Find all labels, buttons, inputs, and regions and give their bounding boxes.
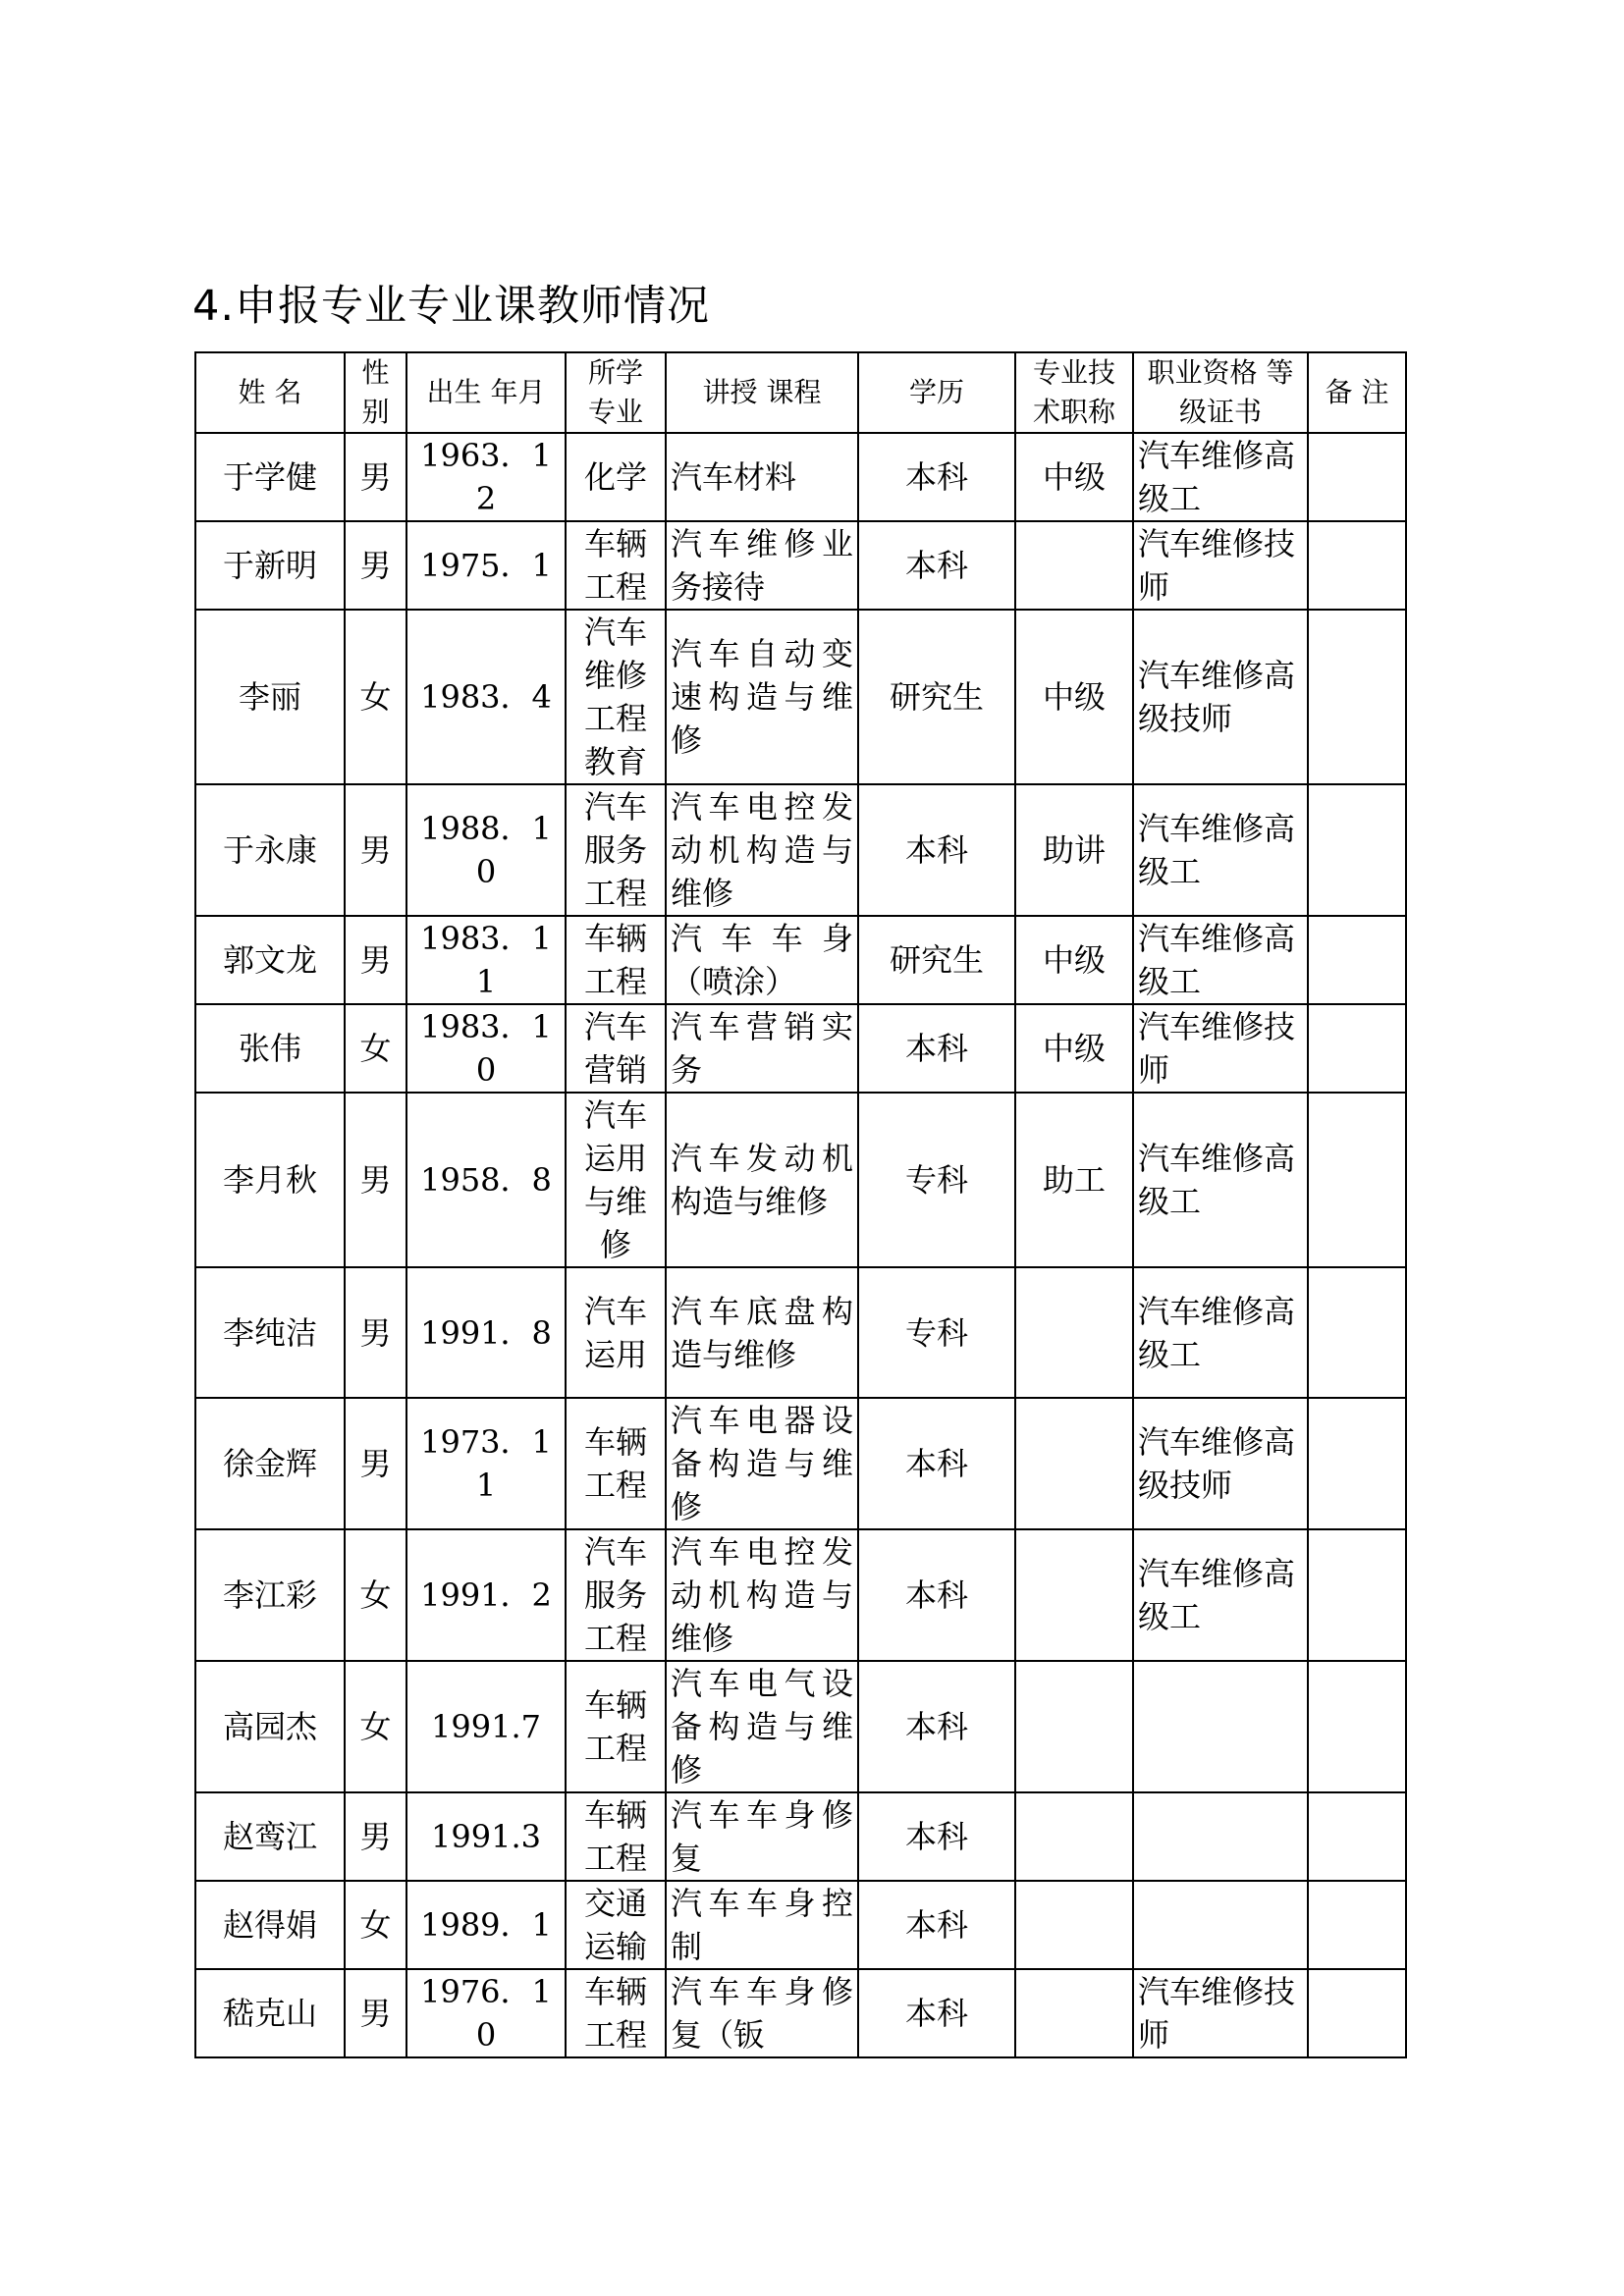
- cell-certificate: 汽车维修高级工: [1133, 1267, 1308, 1398]
- cell-birth: 1958．8: [406, 1093, 566, 1267]
- cell-major: 化学: [566, 433, 666, 521]
- table-row: [195, 610, 1406, 784]
- cell-certificate: [1133, 1881, 1308, 1969]
- cell-remark: [1308, 1792, 1406, 1881]
- cell-title: 中级: [1015, 1004, 1133, 1093]
- cell-course: 汽车车身修复: [666, 1792, 858, 1881]
- cell-name: 嵇克山: [195, 1969, 345, 2057]
- cell-name: 李纯洁: [195, 1267, 345, 1398]
- cell-title: 助讲: [1015, 784, 1133, 916]
- cell-remark: [1308, 1398, 1406, 1529]
- cell-remark: [1308, 1529, 1406, 1661]
- header-education: 学历: [858, 352, 1015, 433]
- cell-certificate: 汽车维修高级技师: [1133, 1398, 1308, 1529]
- cell-gender: 男: [345, 521, 406, 610]
- table-row: [195, 1792, 1406, 1881]
- cell-remark: [1308, 1969, 1406, 2057]
- cell-birth: 1983．10: [406, 1004, 566, 1093]
- header-remark: 备 注: [1308, 352, 1406, 433]
- cell-title: 中级: [1015, 610, 1133, 784]
- cell-major: 车辆工程: [566, 521, 666, 610]
- cell-name: 郭文龙: [195, 916, 345, 1004]
- table-row: [195, 1267, 1406, 1398]
- cell-certificate: [1133, 1792, 1308, 1881]
- section-title: 4.申报专业专业课教师情况: [192, 282, 711, 331]
- cell-certificate: 汽车维修技师: [1133, 521, 1308, 610]
- cell-name: 李丽: [195, 610, 345, 784]
- cell-education: 本科: [858, 1398, 1015, 1529]
- cell-certificate: 汽车维修技师: [1133, 1004, 1308, 1093]
- cell-name: 赵鸾江: [195, 1792, 345, 1881]
- cell-name: 于新明: [195, 521, 345, 610]
- cell-education: 本科: [858, 784, 1015, 916]
- cell-remark: [1308, 916, 1406, 1004]
- cell-title: [1015, 1969, 1133, 2057]
- table-row: [195, 433, 1406, 521]
- table-row: [195, 521, 1406, 610]
- cell-course: 汽车自动变速构造与维修: [666, 610, 858, 784]
- cell-birth: 1963．12: [406, 433, 566, 521]
- cell-remark: [1308, 1004, 1406, 1093]
- cell-birth: 1983．4: [406, 610, 566, 784]
- cell-certificate: 汽车维修高级工: [1133, 784, 1308, 916]
- cell-education: 本科: [858, 1661, 1015, 1792]
- cell-remark: [1308, 1661, 1406, 1792]
- cell-education: 本科: [858, 1792, 1015, 1881]
- cell-remark: [1308, 610, 1406, 784]
- table-row: [195, 784, 1406, 916]
- cell-title: 中级: [1015, 433, 1133, 521]
- cell-birth: 1989．1: [406, 1881, 566, 1969]
- cell-major: 汽车运用: [566, 1267, 666, 1398]
- cell-education: 专科: [858, 1267, 1015, 1398]
- cell-birth: 1991．2: [406, 1529, 566, 1661]
- cell-education: 本科: [858, 433, 1015, 521]
- table-row: [195, 1093, 1406, 1267]
- cell-birth: 1973．11: [406, 1398, 566, 1529]
- cell-education: 研究生: [858, 610, 1015, 784]
- cell-course: 汽车电器设备构造与维修: [666, 1398, 858, 1529]
- cell-course: 汽车营销实务: [666, 1004, 858, 1093]
- cell-course: 汽车底盘构造与维修: [666, 1267, 858, 1398]
- cell-major: 车辆工程: [566, 1661, 666, 1792]
- cell-gender: 男: [345, 433, 406, 521]
- table-row: [195, 1004, 1406, 1093]
- cell-name: 徐金辉: [195, 1398, 345, 1529]
- cell-major: 车辆工程: [566, 1398, 666, 1529]
- cell-certificate: 汽车维修高级工: [1133, 1529, 1308, 1661]
- cell-gender: 女: [345, 1529, 406, 1661]
- cell-title: [1015, 521, 1133, 610]
- header-major: 所学 专业: [566, 352, 666, 433]
- cell-major: 汽车服务工程: [566, 784, 666, 916]
- table-row: [195, 1881, 1406, 1969]
- header-course: 讲授 课程: [666, 352, 858, 433]
- cell-gender: 男: [345, 1267, 406, 1398]
- table-body: [195, 433, 1406, 2057]
- cell-title: [1015, 1529, 1133, 1661]
- cell-birth: 1975．1: [406, 521, 566, 610]
- cell-gender: 男: [345, 1792, 406, 1881]
- header-name: 姓 名: [195, 352, 345, 433]
- cell-course: 汽车车身修复（钣: [666, 1969, 858, 2057]
- cell-course: 汽车电气设备构造与维修: [666, 1661, 858, 1792]
- cell-title: [1015, 1267, 1133, 1398]
- cell-name: 李江彩: [195, 1529, 345, 1661]
- cell-title: [1015, 1881, 1133, 1969]
- table-header-row: [195, 352, 1406, 433]
- cell-education: 本科: [858, 1969, 1015, 2057]
- cell-course: 汽车发动机构造与维修: [666, 1093, 858, 1267]
- cell-major: 汽车运用与维修: [566, 1093, 666, 1267]
- cell-remark: [1308, 521, 1406, 610]
- header-title: 专业技 术职称: [1015, 352, 1133, 433]
- cell-remark: [1308, 1093, 1406, 1267]
- cell-birth: 1991.7: [406, 1661, 566, 1792]
- cell-birth: 1988．10: [406, 784, 566, 916]
- cell-gender: 女: [345, 1881, 406, 1969]
- cell-course: 汽车电控发动机构造与维修: [666, 1529, 858, 1661]
- cell-remark: [1308, 1881, 1406, 1969]
- table-row: [195, 1398, 1406, 1529]
- cell-birth: 1991．8: [406, 1267, 566, 1398]
- cell-course: 汽车材料: [666, 433, 858, 521]
- cell-gender: 男: [345, 1969, 406, 2057]
- cell-major: 汽车服务工程: [566, 1529, 666, 1661]
- cell-education: 本科: [858, 1881, 1015, 1969]
- cell-title: 助工: [1015, 1093, 1133, 1267]
- cell-gender: 女: [345, 1004, 406, 1093]
- cell-name: 高园杰: [195, 1661, 345, 1792]
- cell-course: 汽车车身（喷涂）: [666, 916, 858, 1004]
- cell-major: 汽车维修工程教育: [566, 610, 666, 784]
- cell-birth: 1976．10: [406, 1969, 566, 2057]
- cell-major: 车辆工程: [566, 916, 666, 1004]
- cell-education: 本科: [858, 1004, 1015, 1093]
- teacher-table: [194, 351, 1407, 2058]
- cell-name: 张伟: [195, 1004, 345, 1093]
- cell-name: 于学健: [195, 433, 345, 521]
- cell-gender: 男: [345, 1093, 406, 1267]
- cell-remark: [1308, 433, 1406, 521]
- cell-major: 车辆工程: [566, 1792, 666, 1881]
- cell-certificate: 汽车维修高级技师: [1133, 610, 1308, 784]
- cell-title: [1015, 1792, 1133, 1881]
- table-row: [195, 916, 1406, 1004]
- header-birth: 出生 年月: [406, 352, 566, 433]
- cell-gender: 女: [345, 610, 406, 784]
- cell-course: 汽车维修业务接待: [666, 521, 858, 610]
- header-certificate: 职业资格 等级证书: [1133, 352, 1308, 433]
- cell-title: [1015, 1661, 1133, 1792]
- cell-course: 汽车车身控制: [666, 1881, 858, 1969]
- table-row: [195, 1969, 1406, 2057]
- cell-education: 本科: [858, 521, 1015, 610]
- cell-certificate: 汽车维修高级工: [1133, 1093, 1308, 1267]
- cell-name: 李月秋: [195, 1093, 345, 1267]
- cell-certificate: 汽车维修高级工: [1133, 433, 1308, 521]
- cell-major: 车辆工程: [566, 1969, 666, 2057]
- cell-title: [1015, 1398, 1133, 1529]
- cell-remark: [1308, 784, 1406, 916]
- cell-course: 汽车电控发动机构造与维修: [666, 784, 858, 916]
- cell-education: 本科: [858, 1529, 1015, 1661]
- cell-birth: 1983．11: [406, 916, 566, 1004]
- table-row: [195, 1529, 1406, 1661]
- table-row: [195, 1661, 1406, 1792]
- cell-name: 于永康: [195, 784, 345, 916]
- cell-gender: 女: [345, 1661, 406, 1792]
- cell-education: 专科: [858, 1093, 1015, 1267]
- cell-certificate: [1133, 1661, 1308, 1792]
- cell-major: 汽车营销: [566, 1004, 666, 1093]
- cell-name: 赵得娟: [195, 1881, 345, 1969]
- cell-education: 研究生: [858, 916, 1015, 1004]
- cell-certificate: 汽车维修技师: [1133, 1969, 1308, 2057]
- cell-birth: 1991.3: [406, 1792, 566, 1881]
- cell-certificate: 汽车维修高级工: [1133, 916, 1308, 1004]
- cell-gender: 男: [345, 1398, 406, 1529]
- cell-remark: [1308, 1267, 1406, 1398]
- cell-gender: 男: [345, 784, 406, 916]
- cell-gender: 男: [345, 916, 406, 1004]
- header-gender: 性 别: [345, 352, 406, 433]
- cell-title: 中级: [1015, 916, 1133, 1004]
- cell-major: 交通运输: [566, 1881, 666, 1969]
